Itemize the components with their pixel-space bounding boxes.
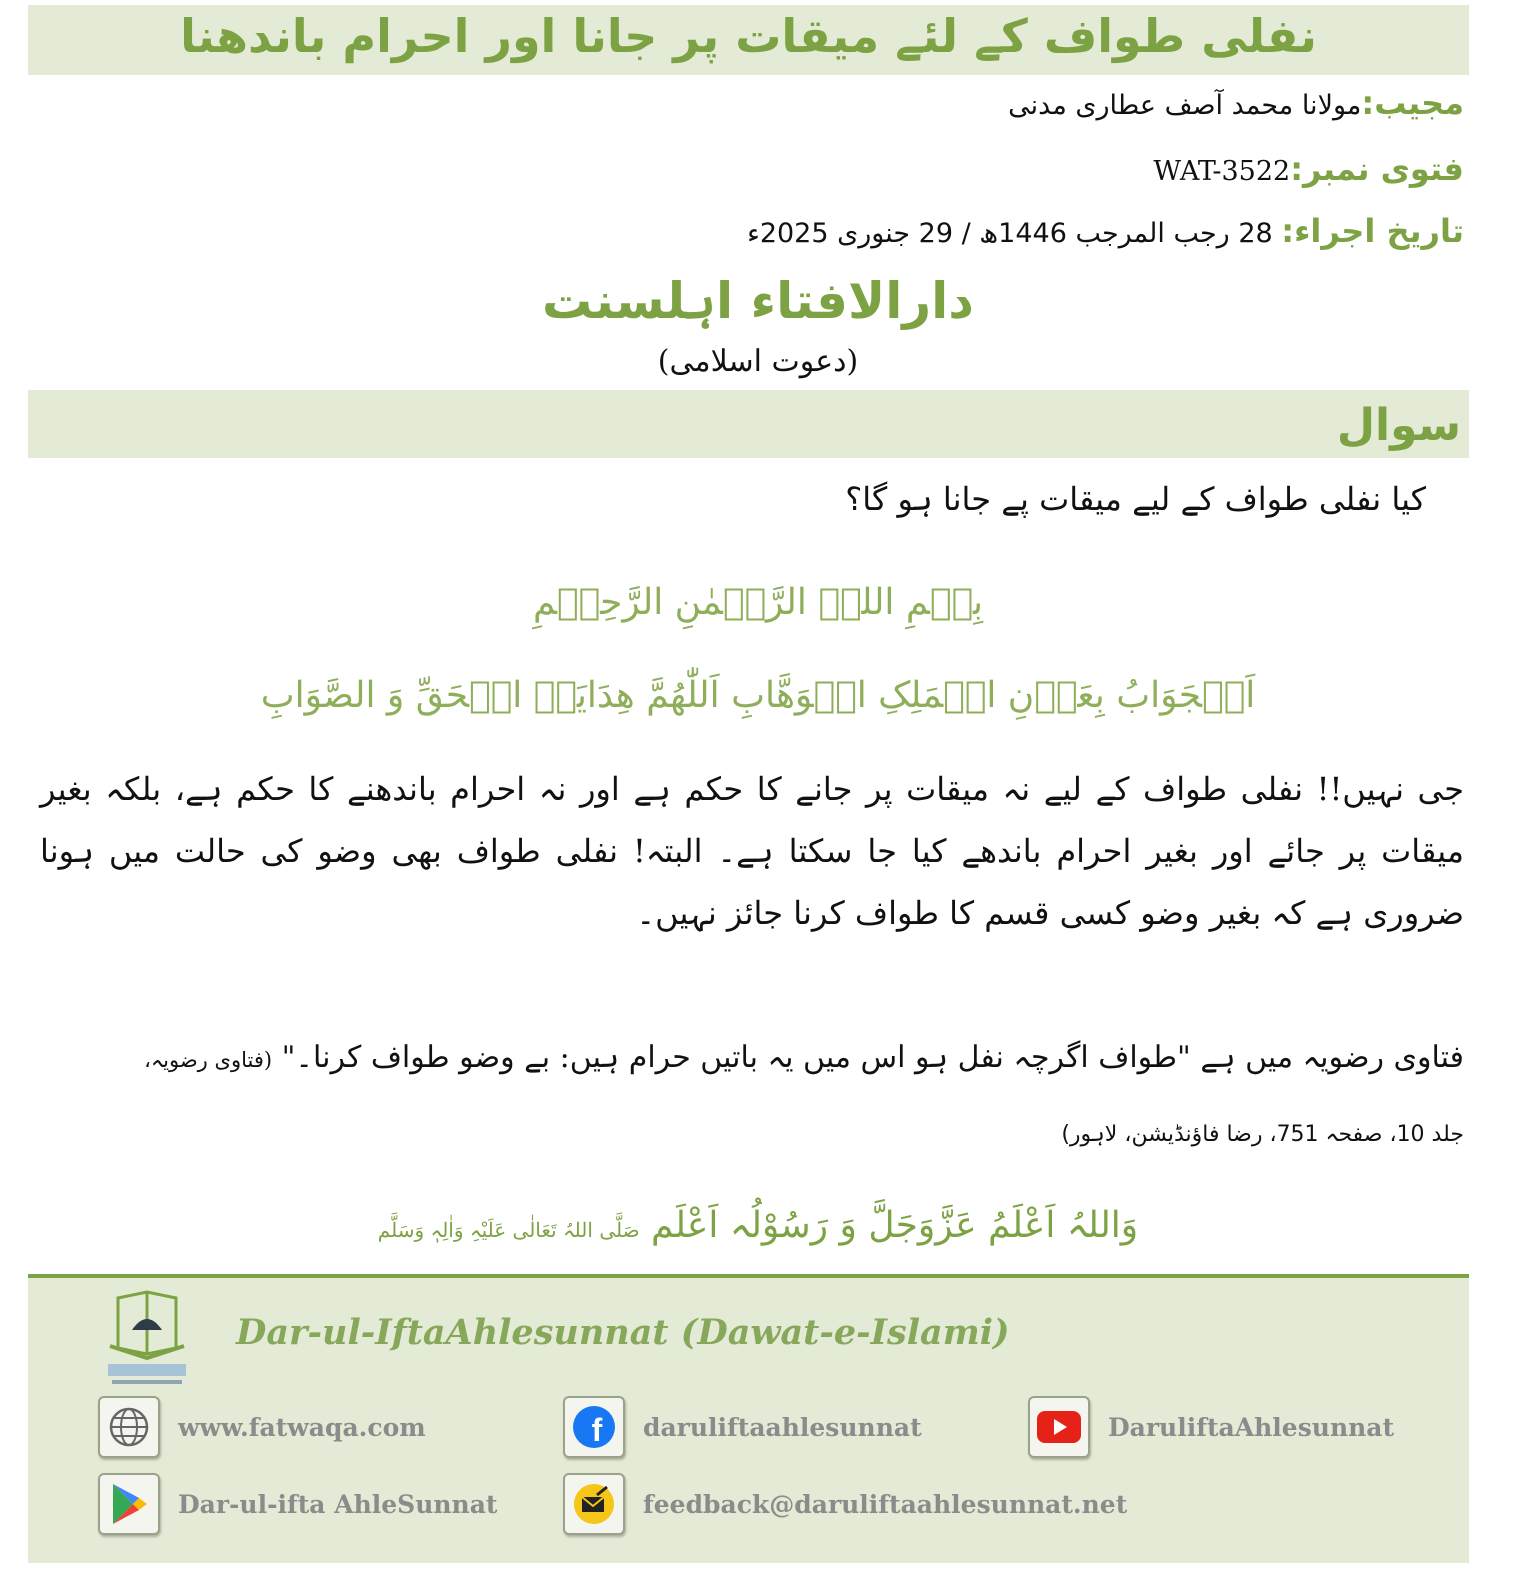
answer-text: جی نہیں!! نفلی طواف کے لیے نہ میقات پر جانے کا حکم ہے اور نہ احرام باندھنے کا حکم ہے، بلکہ بغیر میقات پر جائے اور بغیر احرام باندھے کیا جا سکتا ہے۔ البتہ! نفلی طواف بھی وضو کی حالت میں ہونا ضروری ہے کہ بغیر وضو کسی قسم کا طواف کرنا جائز نہیں۔ xyxy=(40,770,1464,932)
fatwa-number-line xyxy=(1153,150,1464,188)
mujeeb-label: مجیب: xyxy=(1361,84,1464,122)
question-heading: سوال xyxy=(1336,400,1461,451)
quote-reference-part2: جلد 10، صفحہ 751، رضا فاؤنڈیشن، لاہور) xyxy=(1061,1122,1464,1147)
organization-subtitle: (دعوت اسلامی) xyxy=(657,344,859,379)
issue-date-value: 28 رجب المرجب 1446ھ / 29 جنوری 2025ء xyxy=(747,218,1273,249)
question-band xyxy=(28,390,1469,458)
website-link[interactable]: www.fatwaqa.com xyxy=(178,1412,426,1442)
email-contact[interactable] xyxy=(563,1473,1127,1535)
youtube-link[interactable]: DaruliftaAhlesunnat xyxy=(1108,1412,1395,1442)
email-icon xyxy=(563,1473,625,1535)
svg-text:f: f xyxy=(591,1412,603,1448)
footer xyxy=(28,1278,1469,1563)
closing-main: وَاللہُ اَعْلَمُ عَزَّوَجَلَّ وَ رَسُوْلُہ اَعْلَم xyxy=(651,1205,1139,1246)
organization-name: دارالافتاء اہلسنت xyxy=(542,272,974,330)
title-band xyxy=(28,5,1469,75)
mujeeb-value: مولانا محمد آصف عطاری مدنی xyxy=(1008,90,1362,121)
closing-salutation: صَلَّی اللہُ تَعَالٰی عَلَیْہِ وَاٰلِہٖ وَسَلَّم xyxy=(377,1218,640,1242)
facebook-link[interactable]: daruliftaahlesunnat xyxy=(643,1412,922,1442)
footer-brand: Dar-ul-IftaAhlesunnat (Dawat-e-Islami) xyxy=(236,1312,1010,1353)
facebook-contact[interactable] xyxy=(563,1396,922,1458)
email-link[interactable]: feedback@daruliftaahlesunnat.net xyxy=(643,1489,1128,1519)
quote-reference-part1: (فتاوی رضویہ، xyxy=(144,1048,273,1072)
fatwa-number-label: فتوی نمبر: xyxy=(1290,150,1464,188)
bismillah: بِسۡمِ اللہِ الرَّحۡمٰنِ الرَّحِیۡمِ xyxy=(532,582,984,623)
mujeeb-line xyxy=(1008,84,1464,122)
youtube-contact[interactable] xyxy=(1028,1396,1394,1458)
issue-date-label: تاریخ اجراء: xyxy=(1281,212,1464,250)
playstore-contact[interactable] xyxy=(98,1473,497,1535)
fatwa-number-value: WAT-3522 xyxy=(1153,156,1291,187)
closing-line xyxy=(0,1205,1516,1246)
issue-date-line xyxy=(747,212,1464,250)
facebook-icon xyxy=(563,1396,625,1458)
youtube-icon xyxy=(1028,1396,1090,1458)
quote-text: فتاوی رضویہ میں ہے "طواف اگرچہ نفل ہو اس میں یہ باتیں حرام ہیں: بے وضو طواف کرنا۔" xyxy=(281,1040,1464,1075)
website-contact[interactable] xyxy=(98,1396,426,1458)
jawab-opening: اَلۡجَوَابُ بِعَوۡنِ الۡمَلِکِ الۡوَھَّابِ اَللّٰھُمَّ ھِدَایَۃَ الۡحَقِّ وَ الصَّوَابِ xyxy=(260,675,1256,716)
quote-block xyxy=(70,1036,1464,1082)
logo-book-icon xyxy=(88,1290,206,1390)
globe-icon xyxy=(98,1396,160,1458)
play-store-icon xyxy=(98,1473,160,1535)
question-text: کیا نفلی طواف کے لیے میقات پے جانا ہو گا؟ xyxy=(845,480,1426,518)
page-title: نفلی طواف کے لئے میقات پر جانا اور احرام باندھنا xyxy=(180,9,1317,63)
playstore-link[interactable]: Dar-ul-ifta AhleSunnat xyxy=(178,1489,498,1519)
